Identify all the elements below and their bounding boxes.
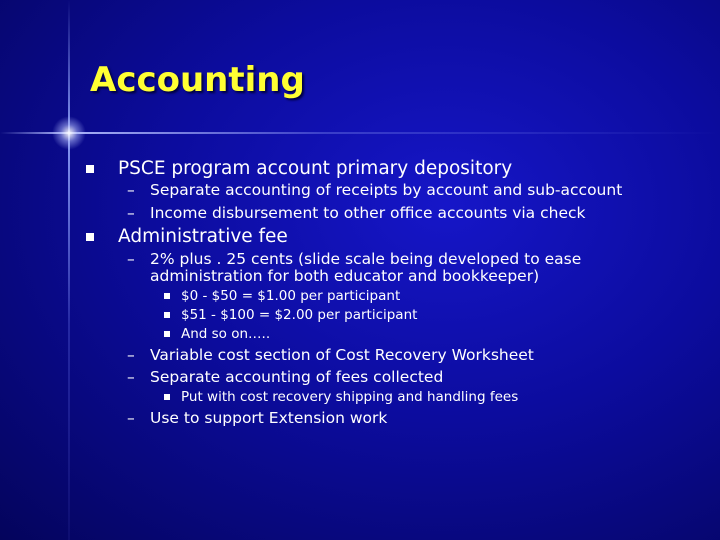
decorative-star-glow xyxy=(52,116,86,150)
bullet-administrative-fee: Administrative fee xyxy=(118,226,288,247)
small-square-bullet-icon xyxy=(164,293,170,299)
small-square-bullet-icon xyxy=(164,394,170,400)
sub-bullet-fee-rate-line2: administration for both educator and bookkeeper) xyxy=(150,267,540,285)
sub-bullet-receipts-accounting: Separate accounting of receipts by account and sub-account xyxy=(150,181,623,199)
dash-bullet-icon: – xyxy=(127,181,135,199)
tier-51-100: $51 - $100 = $2.00 per participant xyxy=(181,307,418,323)
sub-bullet-separate-fees: Separate accounting of fees collected xyxy=(150,368,444,386)
decorative-horizontal-line xyxy=(0,132,720,134)
dash-bullet-icon: – xyxy=(127,204,135,222)
sub-bullet-income-disbursement: Income disbursement to other office accounts via check xyxy=(150,204,586,222)
small-square-bullet-icon xyxy=(164,312,170,318)
dash-bullet-icon: – xyxy=(127,368,135,386)
dash-bullet-icon: – xyxy=(127,346,135,364)
dash-bullet-icon: – xyxy=(127,409,135,427)
small-square-bullet-icon xyxy=(164,331,170,337)
sub-bullet-fee-rate-line1: 2% plus . 25 cents (slide scale being developed to ease xyxy=(150,250,582,268)
square-bullet-icon xyxy=(86,233,94,241)
shipping-handling-note: Put with cost recovery shipping and handling fees xyxy=(181,389,519,405)
slide-title: Accounting xyxy=(90,60,305,100)
tier-0-50: $0 - $50 = $1.00 per participant xyxy=(181,288,401,304)
tier-and-so-on: And so on….. xyxy=(181,326,271,342)
decorative-vertical-line xyxy=(68,0,70,540)
sub-bullet-variable-cost: Variable cost section of Cost Recovery Worksheet xyxy=(150,346,534,364)
bullet-primary-depository: PSCE program account primary depository xyxy=(118,158,513,179)
dash-bullet-icon: – xyxy=(127,250,135,268)
sub-bullet-extension-work: Use to support Extension work xyxy=(150,409,388,427)
square-bullet-icon xyxy=(86,165,94,173)
